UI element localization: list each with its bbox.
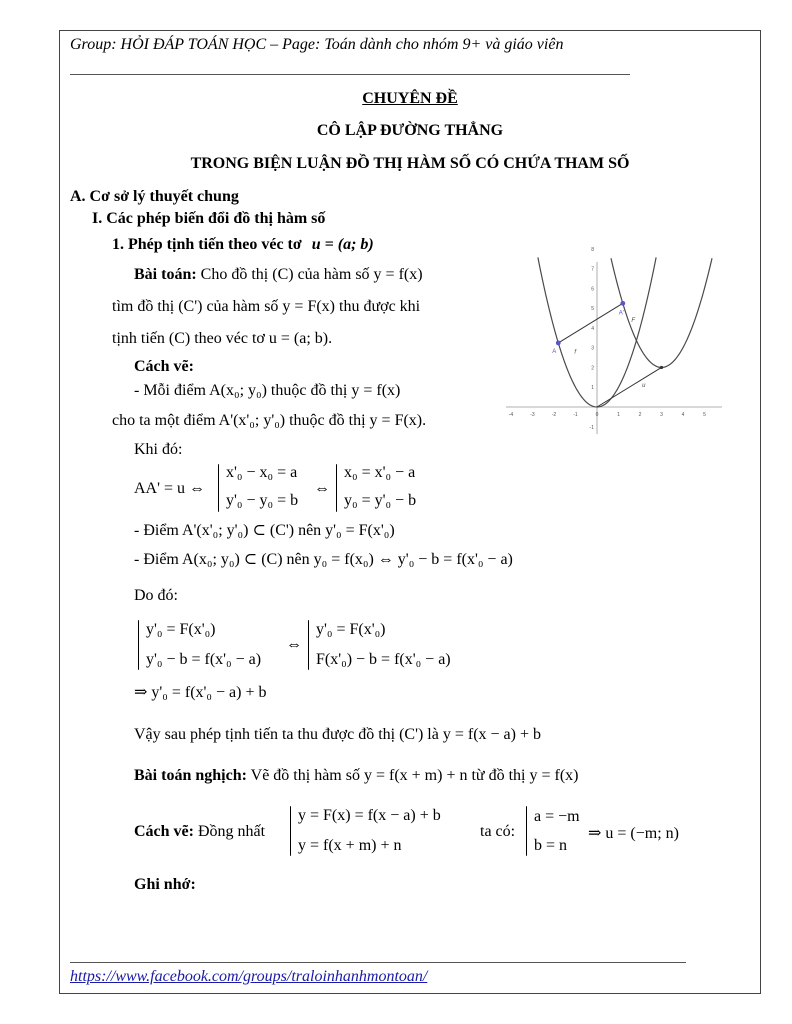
y-tick-label: 1 [591, 385, 594, 392]
cach-ve-2-label: Cách vẽ: [134, 823, 194, 840]
moi-diem-line-2: cho ta một điểm A'(x'₀; y'₀) thuộc đồ thị y = F(x). [112, 412, 427, 429]
sys6-row-2: b = n [534, 837, 568, 854]
sys4-row-1: y'₀ = F(x'₀) [316, 621, 386, 638]
implies-line: ⇒ y'₀ = f(x'₀ − a) + b [134, 684, 267, 701]
subsection-1-text: 1. Phép tịnh tiến theo véc tơ [112, 236, 302, 253]
sys1-row-2: y'₀ − y₀ = b [226, 492, 299, 509]
x-tick-label: 0 [595, 412, 599, 418]
title-line-2: CÔ LẬP ĐƯỜNG THẲNG [316, 122, 504, 139]
sys3-row-1: y'₀ = F(x'₀) [146, 621, 216, 638]
x-tick-label: -3 [530, 412, 535, 418]
point-A-prime [620, 301, 625, 306]
point-vertex-F [660, 366, 663, 369]
bai-toan-label: Bài toán: [134, 266, 197, 283]
x-tick-label: 4 [681, 412, 685, 418]
system-brace-4 [308, 620, 309, 670]
y-tick-label: 3 [591, 345, 594, 352]
header-rule [70, 74, 630, 75]
page-frame [59, 30, 761, 994]
bai-toan-text-1: Cho đồ thị (C) của hàm số y = f(x) [200, 266, 423, 283]
x-tick-label: 3 [660, 412, 663, 418]
cach-ve-2-line [134, 823, 265, 841]
aa-vector-eq: AA' = u ⇔ [134, 480, 206, 497]
footer-link[interactable]: https://www.facebook.com/groups/traloinhanhmontoan/ [70, 968, 428, 985]
ghi-nho: Ghi nhớ: [134, 876, 196, 893]
sys1-row-1: x'₀ − x₀ = a [226, 464, 298, 481]
system-brace-1 [218, 464, 219, 512]
vector-u-arrow [597, 367, 662, 407]
y-tick-label-neg: -1 [589, 424, 594, 431]
point-A [556, 341, 561, 346]
page-header: Group: HỎI ĐÁP TOÁN HỌC – Page: Toán dành cho nhóm 9+ và giáo viên [70, 36, 564, 53]
iff-1: ⇔ [314, 480, 330, 497]
y-tick-label: 8 [591, 246, 594, 253]
system-brace-3 [138, 620, 139, 670]
sys5-row-2: y = f(x + m) + n [298, 837, 402, 854]
x-tick-label: -2 [551, 412, 557, 418]
iff-2: ⇔ [286, 636, 302, 653]
x-tick-label: -1 [573, 412, 578, 418]
title-line-3: TRONG BIỆN LUẬN ĐỒ THỊ HÀM SỐ CÓ CHỨA THAM SỐ [190, 155, 630, 172]
x-tick-label: -4 [508, 412, 514, 418]
system-brace-6 [526, 806, 527, 856]
diem-line-2: - Điểm A(x₀; y₀) ⊂ (C) nên y₀ = f(x₀) ⇔ y'₀ − b = f(x'₀ − a) [134, 551, 513, 568]
bai-toan-nghich-text: Vẽ đồ thị hàm số y = f(x + m) + n từ đồ thị y = f(x) [250, 767, 579, 784]
sys4-row-2: F(x'₀) − b = f(x'₀ − a) [316, 651, 451, 668]
vay-line: Vậy sau phép tịnh tiến ta thu được đồ thị (C') là y = f(x − a) + b [134, 726, 541, 743]
y-tick-label: 7 [591, 266, 594, 273]
footer-rule [70, 962, 686, 963]
y-tick-label: 2 [591, 365, 594, 372]
diem-line-1: - Điểm A'(x'₀; y'₀) ⊂ (C') nên y'₀ = F(x'₀) [134, 522, 395, 539]
section-i-heading: I. Các phép biến đổi đồ thị hàm số [92, 210, 326, 227]
title-line-1: CHUYÊN ĐỀ [362, 90, 458, 107]
x-tick-label: 5 [703, 412, 706, 418]
system-brace-2 [336, 464, 337, 512]
cach-ve-heading: Cách vẽ: [134, 358, 194, 375]
section-a-heading: A. Cơ sở lý thuyết chung [70, 188, 239, 205]
label-F: F [631, 317, 636, 324]
bai-toan-nghich-line [134, 767, 578, 785]
bai-toan-line-2: tìm đồ thị (C') của hàm số y = F(x) thu được khi [112, 298, 421, 315]
bai-toan-nghich-label: Bài toán nghịch: [134, 767, 247, 784]
bai-toan-line-3: tịnh tiến (C) theo véc tơ u = (a; b). [112, 330, 333, 347]
khi-do: Khi đó: [134, 441, 183, 458]
y-tick-label: 4 [591, 325, 594, 332]
sys2-row-1: x₀ = x'₀ − a [344, 464, 416, 481]
sys3-row-2: y'₀ − b = f(x'₀ − a) [146, 651, 262, 668]
cach-ve-2-text: Đồng nhất [197, 823, 266, 840]
system-brace-5 [290, 806, 291, 856]
sys2-row-2: y₀ = y'₀ − b [344, 492, 417, 509]
y-tick-label: 5 [591, 306, 594, 313]
result-vector: ⇒ u = (−m; n) [588, 825, 679, 842]
label-A-prime: A' [618, 310, 624, 317]
label-f: f [574, 349, 577, 356]
label-A: A [552, 348, 557, 355]
vector-u: u = (a; b) [311, 236, 374, 253]
translation-graph [500, 246, 728, 440]
curve-F [611, 258, 712, 367]
x-tick-label: 2 [638, 412, 642, 418]
x-tick-label: 1 [617, 412, 620, 418]
label-u: u [642, 383, 646, 390]
moi-diem-line-1: - Mỗi điểm A(x₀; y₀) thuộc đồ thị y = f(x) [134, 382, 401, 399]
y-tick-label: 6 [591, 286, 594, 293]
sys5-row-1: y = F(x) = f(x − a) + b [298, 807, 441, 824]
do-do: Do đó: [134, 587, 178, 604]
ta-co: ta có: [480, 823, 516, 840]
bai-toan-line-1 [134, 266, 423, 284]
subsection-1-heading [112, 236, 374, 254]
sys6-row-1: a = −m [534, 808, 580, 825]
